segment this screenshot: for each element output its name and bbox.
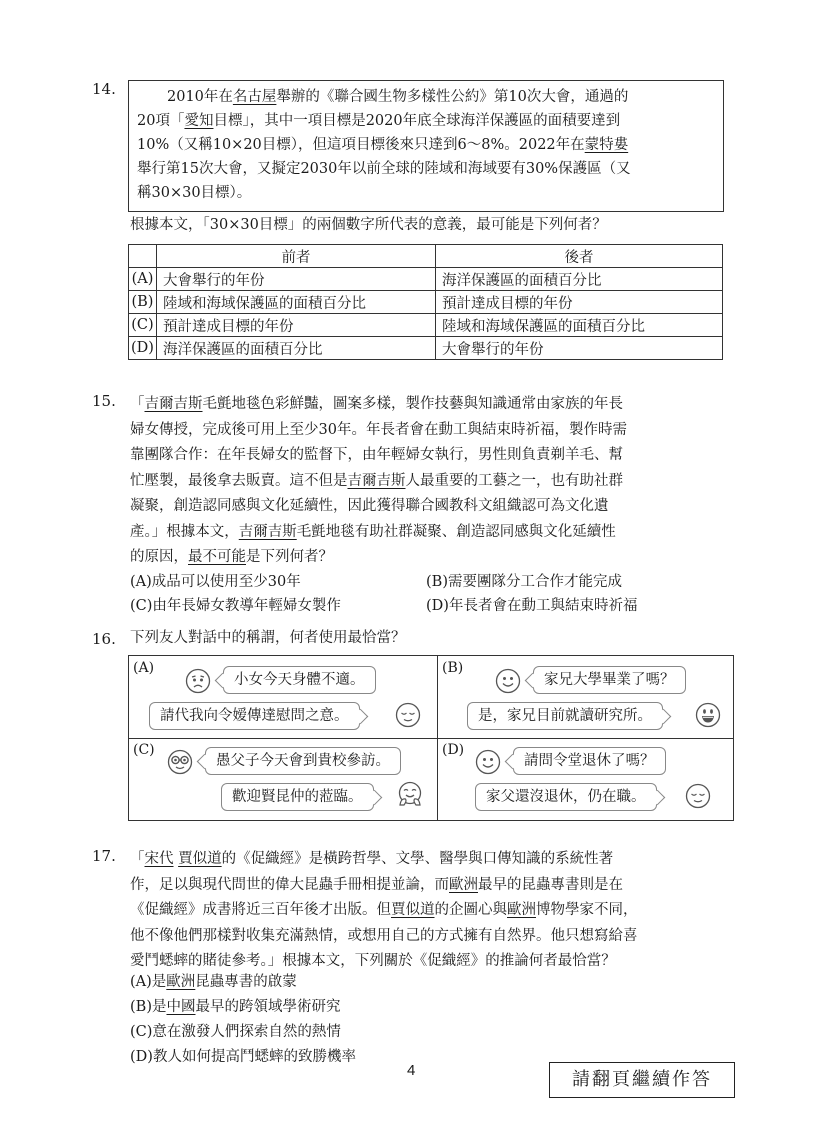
option-former: 大會舉行的年份 (156, 268, 435, 291)
q15-line: 忙壓製，最後拿去販賣。這不但是吉爾吉斯人最重要的工藝之一，也有助社群 (130, 472, 623, 489)
q14-passage-line: 舉行第15次大會，又擬定2030年以前全球的陸域和海域要有30%保護區（又 (137, 161, 631, 177)
table-row (129, 314, 723, 337)
choice-b: (B)是中國最早的跨領域學術研究 (130, 999, 341, 1015)
option-former: 陸域和海域保護區的面積百分比 (156, 291, 435, 314)
grid-divider-horizontal (129, 738, 733, 739)
q15-passage (130, 392, 730, 571)
q17-line: 作，足以與現代問世的偉大昆蟲手冊相提並論，而歐洲最早的昆蟲專書則是在 (130, 876, 623, 893)
continue-notice-box: 請翻頁繼續作答 (549, 1062, 735, 1098)
cell-label-a: (A) (133, 660, 155, 676)
question-number-16: 16. (92, 630, 116, 648)
q15-line: 「吉爾吉斯毛氈地毯色彩鮮豔，圖案多樣，製作技藝與知識通常由家族的年長 (130, 396, 623, 412)
relieved-face-icon (395, 702, 421, 728)
grinning-face-icon (695, 702, 721, 728)
option-latter: 大會舉行的年份 (435, 337, 722, 360)
q14-passage-line: 稱30×30目標）。 (137, 185, 252, 201)
q14-passage-line: 2010年在名古屋舉辦的《聯合國生物多樣性公約》第10次大會，通過的 (167, 89, 629, 105)
chat-bubble-a-1: 小女今天身體不適。 (223, 666, 376, 694)
q15-line: 凝聚，創造認同感與文化延續性，因此獲得聯合國教科文組織認可為文化遺 (130, 498, 609, 514)
choice-b: (B)需要團隊分工合作才能完成 (426, 574, 622, 590)
chat-bubble-c-2: 歡迎賢昆仲的蒞臨。 (221, 783, 374, 811)
choice-d: (D)教人如何提高鬥蟋蟀的致勝機率 (130, 1049, 356, 1065)
q17-line: 《促織經》成書將近三百年後才出版。但賈似道的企圖心與歐洲博物學家不同， (130, 902, 638, 918)
cell-label-c: (C) (133, 742, 155, 758)
question-number-17: 17. (92, 847, 116, 865)
q15-line: 靠團隊合作：在年長婦女的監督下，由年輕婦女執行，男性則負責剃羊毛、幫 (130, 447, 623, 463)
cell-label-b: (B) (442, 660, 464, 676)
table-row (129, 337, 723, 360)
q17-line: 愛鬥蟋蟀的賭徒參考。」根據本文，下列關於《促織經》的推論何者最恰當？ (130, 953, 616, 969)
choice-c: (C)意在激發人們探索自然的熱情 (130, 1024, 341, 1040)
choice-a: (A)成品可以使用至少30年 (130, 574, 301, 590)
q14-passage-line: 10%（又稱10×20目標），但這項目標後來只達到6～8%。2022年在蒙特婁 (137, 137, 629, 153)
option-label: (C) (129, 314, 157, 337)
hugging-face-icon (397, 781, 423, 807)
option-latter: 海洋保護區的面積百分比 (435, 268, 722, 291)
chat-bubble-d-1: 請問令堂退休了嗎？ (513, 747, 666, 775)
q16-stem: 下列友人對話中的稱謂，何者使用最恰當？ (130, 630, 406, 646)
worried-face-icon (185, 668, 211, 694)
option-former: 海洋保護區的面積百分比 (156, 337, 435, 360)
table-header-former: 前者 (156, 245, 435, 268)
option-label: (B) (129, 291, 157, 314)
q17-line: 「宋代 賈似道的《促織經》是橫跨哲學、文學、醫學與口傳知識的系統性著 (130, 851, 614, 867)
question-number-14: 14. (92, 80, 116, 98)
q15-line: 產。」根據本文，吉爾吉斯毛氈地毯有助社群凝聚、創造認同感與文化延續性 (130, 523, 616, 540)
q15-line: 的原因，最不可能是下列何者？ (130, 549, 333, 565)
chat-bubble-b-1: 家兄大學畢業了嗎？ (533, 666, 686, 694)
q14-stem: 根據本文，「30×30目標」的兩個數字所代表的意義，最可能是下列何者？ (130, 217, 607, 233)
option-latter: 預計達成目標的年份 (435, 291, 722, 314)
table-row (129, 291, 723, 314)
option-label: (D) (129, 337, 157, 360)
chat-bubble-d-2: 家父還沒退休，仍在職。 (475, 783, 657, 811)
q15-choices (130, 570, 722, 618)
table-row (129, 268, 723, 291)
cell-label-d: (D) (442, 742, 465, 758)
choice-d: (D)年長者會在動工與結束時祈福 (426, 598, 638, 614)
table-header-latter: 後者 (435, 245, 722, 268)
nerd-face-icon (167, 749, 193, 775)
choice-a: (A)是歐洲昆蟲專書的啟蒙 (130, 974, 297, 990)
smiling-face-icon (495, 668, 521, 694)
q17-passage (130, 847, 735, 975)
q14-options-table (128, 244, 723, 360)
chat-bubble-a-2: 請代我向令嫒傳達慰問之意。 (149, 702, 360, 730)
q17-line: 他不像他們那樣對收集充滿熱情，或想用自己的方式擁有自然界。他只想寫給喜 (130, 927, 638, 944)
option-latter: 陸域和海域保護區的面積百分比 (435, 314, 722, 337)
page-number: 4 (407, 1062, 416, 1079)
question-number-15: 15. (92, 392, 116, 410)
q16-chat-grid (128, 655, 734, 821)
chat-bubble-c-1: 愚父子今天會到貴校參訪。 (205, 747, 401, 775)
relieved-face-icon (685, 783, 711, 809)
table-header-blank (129, 245, 157, 268)
option-former: 預計達成目標的年份 (156, 314, 435, 337)
q14-passage-line: 20項「愛知目標」，其中一項目標是2020年底全球海洋保護區的面積要達到 (137, 113, 621, 129)
table-header-row (129, 245, 723, 268)
chat-bubble-b-2: 是，家兄目前就讀研究所。 (467, 702, 663, 730)
q17-choices (130, 970, 356, 1070)
q14-passage-box (128, 80, 724, 212)
option-label: (A) (129, 268, 157, 291)
q15-line: 婦女傳授，完成後可用上至少30年。年長者會在動工與結束時祈福，製作時需 (130, 421, 627, 438)
choice-c: (C)由年長婦女教導年輕婦女製作 (130, 598, 341, 614)
smiling-face-icon (475, 749, 501, 775)
